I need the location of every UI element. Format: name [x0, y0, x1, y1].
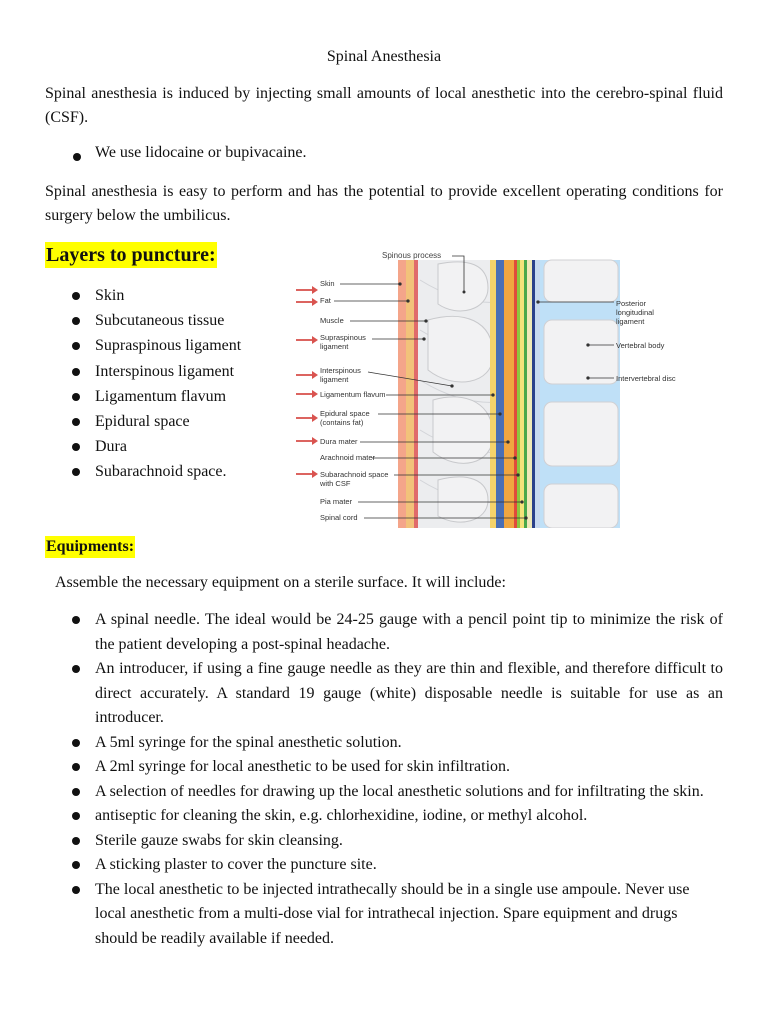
label-ligament: ligament: [616, 317, 645, 326]
label-ligamentum-flavum: Ligamentum flavum: [320, 390, 386, 399]
spinous-process-label: Spinous process: [382, 251, 442, 260]
list-item: A selection of needles for drawing up the local anesthetic solutions and for infiltrating the skin.: [72, 780, 723, 805]
bullet-dot: [72, 739, 80, 747]
page-title: Spinal Anesthesia: [326, 48, 442, 65]
bullet-dot: [72, 665, 80, 673]
label-supraspinous-2: ligament: [320, 342, 349, 351]
list-item: Dura: [72, 434, 241, 459]
label-arachnoid: Arachnoid mater: [320, 453, 376, 462]
equipments-heading: Equipments:: [45, 536, 135, 558]
label-subarachnoid-2: with CSF: [320, 479, 351, 488]
bullet-dot: [73, 153, 81, 161]
label-posterior: Posterior: [616, 299, 647, 308]
label-intervertebral-disc: Intervertebral disc: [616, 374, 676, 383]
label-longitudinal: longitudinal: [616, 308, 654, 317]
bullet-dot: [72, 393, 80, 401]
equipment-list: [72, 608, 723, 951]
bullet-dot: [72, 418, 80, 426]
list-item: A 2ml syringe for local anesthetic to be used for skin infiltration.: [72, 755, 723, 780]
bullet-dot: [72, 468, 80, 476]
list-item: Subarachnoid space.: [72, 459, 241, 484]
bullet-dot: [72, 616, 80, 624]
label-vertebral-body: Vertebral body: [616, 341, 665, 350]
bullet-dot: [72, 763, 80, 771]
list-item: Skin: [72, 283, 241, 308]
intro-paragraph: Spinal anesthesia is induced by injecting small amounts of local anesthetic into the cerebro-spinal fluid (CSF).: [45, 85, 723, 126]
label-epidural-2: (contains fat): [320, 418, 364, 427]
assemble-paragraph: Assemble the necessary equipment on a sterile surface. It will include:: [55, 574, 506, 591]
list-item: A 5ml syringe for the spinal anesthetic solution.: [72, 731, 723, 756]
label-pia: Pia mater: [320, 497, 353, 506]
label-supraspinous: Supraspinous: [320, 333, 366, 342]
drug-bullet-text: We use lidocaine or bupivacaine.: [95, 144, 307, 161]
list-item: A spinal needle. The ideal would be 24-25 gauge with a pencil point tip to minimize the risk of the patient developing a post-spinal headache.: [72, 608, 723, 657]
bullet-dot: [72, 342, 80, 350]
bullet-dot: [72, 788, 80, 796]
ease-paragraph: Spinal anesthesia is easy to perform and has the potential to provide excellent operating conditions for surgery below the umbilicus.: [45, 183, 723, 224]
bullet-dot: [72, 443, 80, 451]
list-item: Ligamentum flavum: [72, 384, 241, 409]
label-interspinous-2: ligament: [320, 375, 349, 384]
bullet-dot: [72, 368, 80, 376]
bullet-dot: [72, 317, 80, 325]
list-item: Supraspinous ligament: [72, 333, 241, 358]
spinal-layers-diagram: [288, 240, 722, 528]
bullet-dot: [72, 886, 80, 894]
bullet-dot: [72, 812, 80, 820]
label-interspinous: Interspinous: [320, 366, 361, 375]
label-muscle: Muscle: [320, 316, 344, 325]
label-skin: Skin: [320, 279, 335, 288]
list-item: Subcutaneous tissue: [72, 308, 241, 333]
bullet-dot: [72, 292, 80, 300]
label-fat: Fat: [320, 296, 331, 305]
list-item: The local anesthetic to be injected intrathecally should be in a single use ampoule. Never use local anesthetic from a multi-dose vial for intrathecal injection. Spare equipment and drugs should be readily available if needed.: [72, 878, 723, 952]
list-item: Epidural space: [72, 409, 241, 434]
label-spinal-cord: Spinal cord: [320, 513, 358, 522]
bullet-dot: [72, 861, 80, 869]
layers-list: [72, 283, 241, 485]
list-item: An introducer, if using a fine gauge needle as they are thin and flexible, and therefore difficult to direct accurately. A standard 19 gauge (white) disposable needle is suitable for use as an introducer.: [72, 657, 723, 731]
layers-heading: Layers to puncture:: [46, 244, 216, 266]
label-epidural: Epidural space: [320, 409, 370, 418]
label-subarachnoid: Subarachnoid space: [320, 470, 389, 479]
list-item: antiseptic for cleaning the skin, e.g. chlorhexidine, iodine, or methyl alcohol.: [72, 804, 723, 829]
bullet-dot: [72, 837, 80, 845]
list-item: A sticking plaster to cover the puncture site.: [72, 853, 723, 878]
list-item: Interspinous ligament: [72, 359, 241, 384]
list-item: Sterile gauze swabs for skin cleansing.: [72, 829, 723, 854]
label-dura: Dura mater: [320, 437, 358, 446]
